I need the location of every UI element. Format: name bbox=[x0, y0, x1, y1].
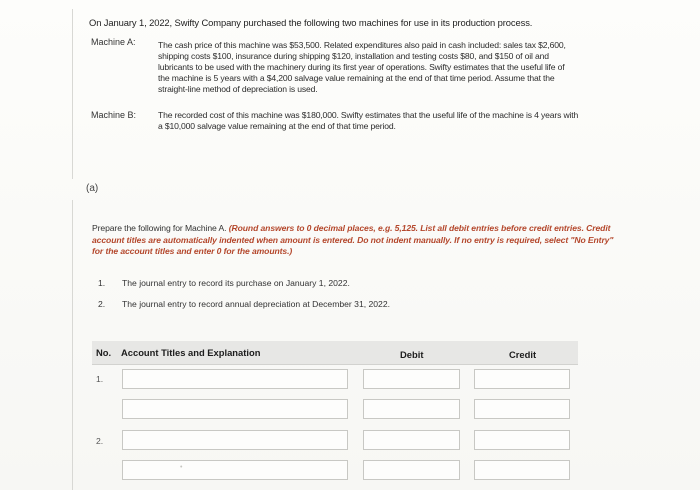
instructions-lead: Prepare the following for Machine A. bbox=[92, 223, 229, 233]
header-account-titles: Account Titles and Explanation bbox=[121, 347, 261, 358]
credit-amount-field[interactable] bbox=[474, 399, 570, 419]
credit-amount-field[interactable] bbox=[474, 430, 570, 450]
machine-b-description bbox=[158, 110, 610, 132]
header-debit: Debit bbox=[400, 349, 424, 360]
requirement-item bbox=[98, 299, 390, 309]
requirement-number: 1. bbox=[98, 278, 106, 288]
instructions bbox=[92, 223, 622, 258]
header-no: No. bbox=[96, 347, 112, 358]
debit-amount-field[interactable] bbox=[363, 460, 460, 480]
machine-a-line: The cash price of this machine was $53,500. Related expenditures also paid in cash included: sales tax $2,600, bbox=[158, 40, 566, 50]
problem-intro: On January 1, 2022, Swifty Company purchased the following two machines for use in its production process. bbox=[89, 17, 533, 28]
requirement-item bbox=[98, 278, 350, 288]
account-title-field[interactable] bbox=[122, 430, 348, 450]
account-title-field[interactable] bbox=[122, 460, 348, 480]
credit-amount-field[interactable] bbox=[474, 369, 570, 389]
machine-a-line: shipping costs $100, insurance during shipping $120, installation and testing costs $80, and $150 of oil and bbox=[158, 51, 549, 61]
part-label: (a) bbox=[86, 183, 99, 194]
machine-a-label: Machine A: bbox=[91, 37, 136, 47]
dropdown-indicator-icon: • bbox=[180, 464, 183, 471]
entry-number: 2. bbox=[96, 436, 104, 446]
debit-amount-field[interactable] bbox=[363, 369, 460, 389]
requirement-text: The journal entry to record annual depreciation at December 31, 2022. bbox=[122, 299, 391, 309]
requirement-text: The journal entry to record its purchase on January 1, 2022. bbox=[122, 278, 350, 288]
machine-a-line: the machine is 5 years with a $4,200 salvage value remaining at the end of that time period. Assume that the bbox=[158, 73, 555, 83]
machine-a-line: lubricants to be used with the machinery during its first year of operations. Swifty estimates that the useful life of bbox=[158, 62, 565, 72]
entry-number: 1. bbox=[96, 374, 104, 384]
debit-amount-field[interactable] bbox=[363, 399, 460, 419]
header-credit: Credit bbox=[509, 349, 537, 360]
credit-amount-field[interactable] bbox=[474, 460, 570, 480]
account-title-field[interactable] bbox=[122, 399, 348, 419]
machine-a-line: straight-line method of depreciation is used. bbox=[158, 84, 318, 94]
machine-b-line: a $10,000 salvage value remaining at the end of that time period. bbox=[158, 121, 396, 131]
debit-amount-field[interactable] bbox=[363, 430, 460, 450]
requirement-number: 2. bbox=[98, 299, 106, 309]
machine-b-line: The recorded cost of this machine was $180,000. Swifty estimates that the useful life of the machine is 4 years with bbox=[158, 110, 579, 120]
account-title-field[interactable] bbox=[122, 369, 348, 389]
machine-b-label: Machine B: bbox=[91, 110, 137, 120]
instructions-emphasis: (Round answers to 0 decimal places, e.g. 5,125. List all debit entries before credit entries. Credit account titles are automatically indented when amount is entered. Do not indent manually. If no entry is required, select "No Entry" for the account titles and enter 0 for the amounts.) bbox=[92, 223, 614, 256]
machine-a-description bbox=[158, 40, 610, 95]
